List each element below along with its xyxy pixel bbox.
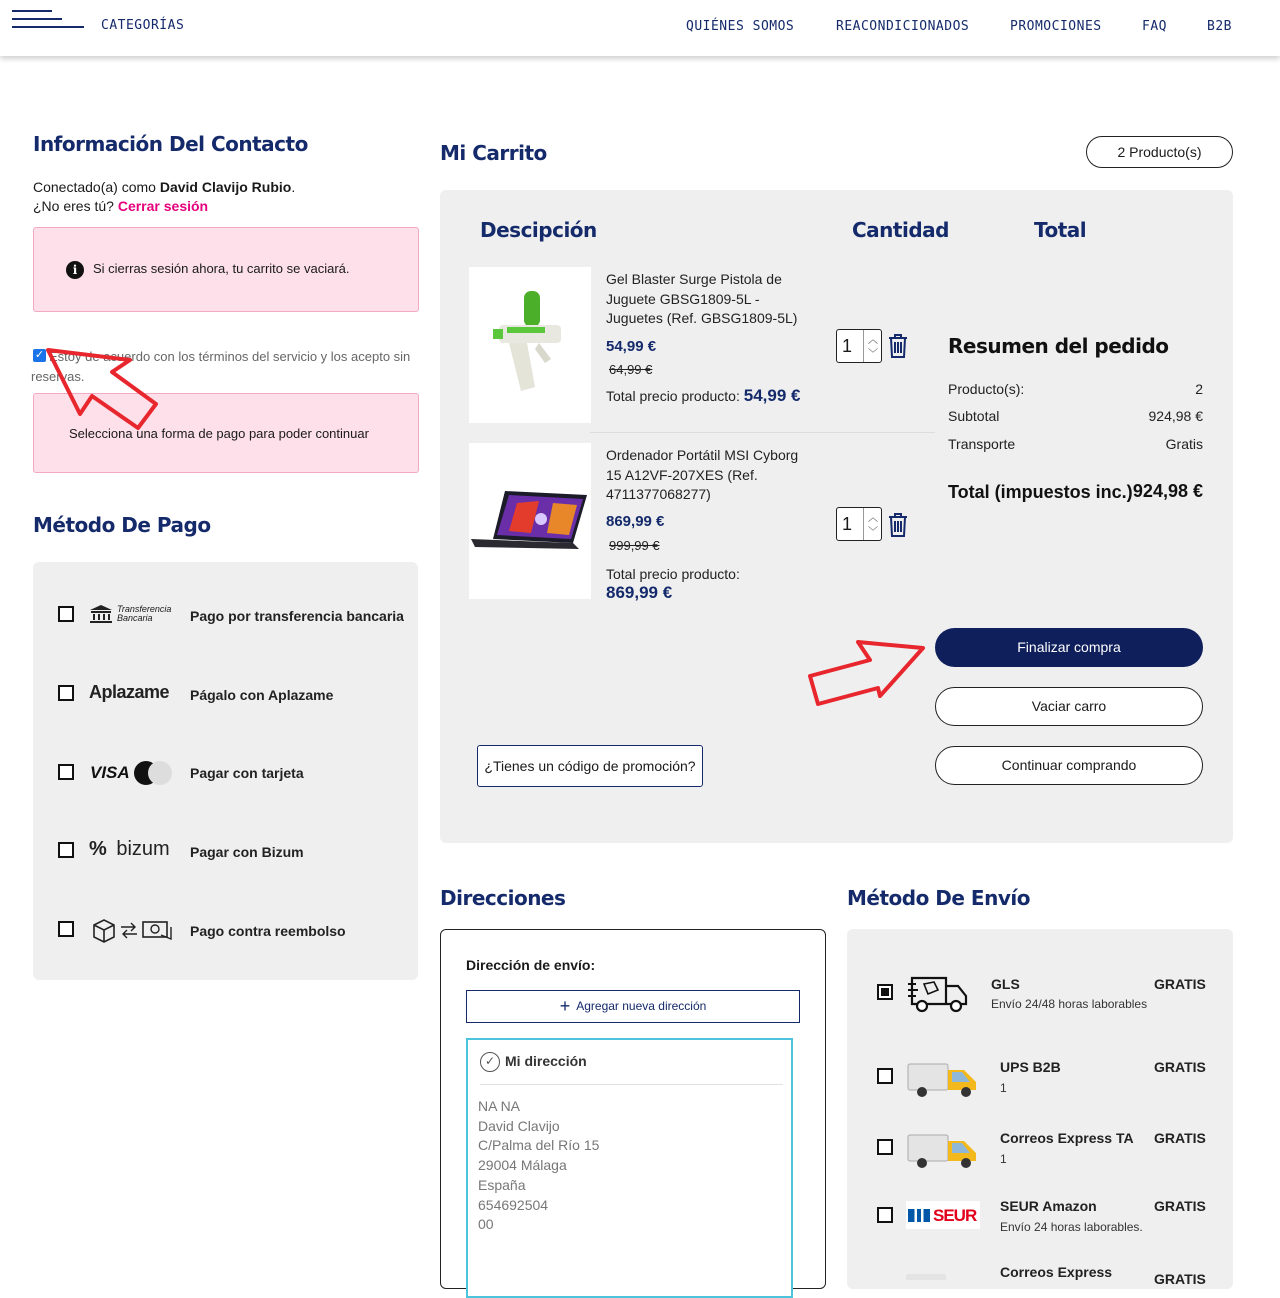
shipping-radio-ups[interactable]	[877, 1068, 893, 1084]
shipping-sub-gls: Envío 24/48 horas laborables	[991, 997, 1148, 1011]
promo-code-button[interactable]: ¿Tienes un código de promoción?	[477, 745, 703, 787]
shipping-name-gls: GLS	[991, 976, 1020, 992]
summary-products-label: Producto(s):	[948, 381, 1025, 397]
info-icon: i	[66, 261, 84, 279]
terms-label[interactable]: Estoy de acuerdo con los términos del servicio y los acepto sin reservas.	[31, 349, 411, 384]
item-old-price: 64,99 €	[609, 362, 653, 377]
bizum-logo: % bizum	[89, 838, 170, 860]
shipping-price-ups: GRATIS	[1154, 1059, 1206, 1075]
bank-icon	[89, 604, 179, 626]
shipping-address-label: Dirección de envío:	[466, 957, 596, 973]
shipping-radio-correos-ta[interactable]	[877, 1139, 893, 1155]
address-line: 00	[478, 1216, 494, 1233]
item-divider	[590, 432, 935, 433]
add-address-label: Agregar nueva dirección	[576, 999, 707, 1013]
aplazame-logo: Aplazame	[89, 682, 170, 702]
chevron-down-icon[interactable]: ﹀	[868, 527, 878, 538]
chevron-up-icon[interactable]: ︿	[868, 513, 878, 524]
payment-radio-card[interactable]	[58, 764, 74, 780]
shipping-radio-gls[interactable]	[877, 984, 893, 1000]
delivery-truck-icon	[906, 968, 970, 1014]
summary-shipping-label: Transporte	[948, 436, 1016, 452]
address-line: 654692504	[478, 1196, 549, 1213]
connected-prefix: Conectado(a) como	[33, 179, 156, 195]
empty-cart-button[interactable]: Vaciar carro	[935, 687, 1203, 726]
shipping-name-correos-ta: Correos Express TA	[1000, 1130, 1134, 1146]
quantity-stepper[interactable]	[836, 329, 882, 363]
nav-promociones[interactable]: PROMOCIONES	[1010, 19, 1102, 34]
address-card-title: Mi dirección	[505, 1053, 587, 1069]
product-image-gel-blaster[interactable]	[469, 267, 591, 423]
payment-radio-cod[interactable]	[58, 921, 74, 937]
seur-stripes-icon	[908, 1209, 930, 1222]
trash-icon[interactable]	[888, 334, 908, 358]
payment-required-alert	[33, 393, 419, 473]
logout-warning-alert	[33, 227, 419, 312]
seur-logo-text: SEUR	[933, 1206, 977, 1225]
item-old-price: 999,99 €	[609, 538, 660, 553]
warning-text: Si cierras sesión ahora, tu carrito se vaciará.	[93, 261, 350, 276]
chevron-up-icon[interactable]: ︿	[868, 335, 878, 346]
visa-logo: VISA	[90, 763, 130, 782]
shipping-price-correos-ta: GRATIS	[1154, 1130, 1206, 1146]
item-total: 54,99 €	[743, 386, 801, 405]
payment-notice-text: Selecciona una forma de pago para poder continuar	[69, 426, 369, 441]
cart-count-badge: 2 Producto(s)	[1086, 136, 1233, 168]
col-total: Total	[1034, 218, 1087, 242]
payment-label-transfer[interactable]: Pago por transferencia bancaria	[190, 608, 404, 624]
bizum-symbol-icon: %	[89, 838, 107, 860]
trash-icon[interactable]	[888, 513, 908, 537]
nav-reacondicionados[interactable]: REACONDICIONADOS	[836, 19, 970, 34]
payment-title: Método De Pago	[33, 513, 211, 537]
item-price: 869,99 €	[606, 513, 665, 530]
add-address-button[interactable]	[466, 990, 800, 1023]
card-icon	[134, 761, 174, 785]
checkout-button[interactable]: Finalizar compra	[935, 628, 1203, 667]
address-card[interactable]	[466, 1038, 793, 1298]
payment-radio-bizum[interactable]	[58, 842, 74, 858]
categories-link[interactable]: CATEGORÍAS	[101, 18, 185, 33]
shipping-name-correos: Correos Express	[1000, 1264, 1113, 1280]
summary-total-label: Total (impuestos inc.)	[948, 482, 1133, 502]
quantity-value: 1	[842, 514, 853, 534]
contact-title: Información Del Contacto	[33, 132, 308, 156]
top-navbar	[0, 0, 1280, 56]
van-icon	[906, 1058, 980, 1100]
shipping-sub-seur: Envío 24 horas laborables.	[1000, 1220, 1143, 1234]
payment-radio-aplazame[interactable]	[58, 685, 74, 701]
menu-hamburger-icon[interactable]	[12, 10, 84, 32]
connected-info: Conectado(a) como David Clavijo Rubio. ¿No eres tú? Cerrar sesión	[33, 179, 296, 214]
shipping-price-seur: GRATIS	[1154, 1198, 1206, 1214]
summary-shipping-value: Gratis	[1165, 436, 1203, 452]
shipping-title: Método De Envío	[847, 886, 1030, 910]
item-total: 869,99 €	[606, 583, 673, 602]
shipping-sub-correos-ta: 1	[1000, 1152, 1007, 1166]
continue-shopping-button[interactable]: Continuar comprando	[935, 746, 1203, 785]
shipping-name-ups: UPS B2B	[1000, 1059, 1061, 1075]
chevron-down-icon[interactable]: ﹀	[868, 349, 878, 360]
item-price: 54,99 €	[606, 338, 657, 355]
summary-products-value: 2	[1195, 381, 1203, 397]
nav-b2b[interactable]: B2B	[1207, 19, 1232, 34]
item-name[interactable]: Ordenador Portátil MSI Cyborg 15 A12VF-207XES (Ref. 4711377068277)	[606, 447, 799, 502]
shipping-radio-seur[interactable]	[877, 1207, 893, 1223]
item-name[interactable]: Gel Blaster Surge Pistola de Juguete GBSG1809-5L - Juguetes (Ref. GBSG1809-5L)	[606, 271, 798, 326]
payment-radio-transfer[interactable]	[58, 606, 74, 622]
addresses-title: Direcciones	[440, 886, 566, 910]
shipping-name-seur: SEUR Amazon	[1000, 1198, 1097, 1214]
van-icon	[906, 1274, 946, 1280]
payment-label-cod[interactable]: Pago contra reembolso	[190, 923, 346, 939]
logout-link[interactable]: Cerrar sesión	[117, 198, 209, 214]
check-circle-icon: ✓	[480, 1052, 500, 1072]
payment-label-bizum[interactable]: Pagar con Bizum	[190, 844, 304, 860]
product-image-msi-laptop[interactable]	[469, 443, 591, 599]
cash-on-delivery-icon	[91, 917, 175, 943]
van-icon	[906, 1129, 980, 1171]
cart-title: Mi Carrito	[440, 141, 547, 165]
col-description: Descipción	[480, 218, 597, 242]
col-quantity: Cantidad	[852, 218, 949, 242]
nav-faq[interactable]: FAQ	[1142, 19, 1167, 34]
item-total-label: Total precio producto:	[606, 388, 740, 404]
summary-subtotal-label: Subtotal	[948, 408, 1000, 424]
seur-logo	[906, 1201, 980, 1229]
shipping-sub-ups: 1	[1000, 1081, 1007, 1095]
quantity-value: 1	[842, 336, 853, 356]
summary-title: Resumen del pedido	[948, 334, 1169, 358]
payment-label-card[interactable]: Pagar con tarjeta	[190, 765, 304, 781]
shipping-price-gls: GRATIS	[1154, 976, 1206, 992]
address-line: NA NA	[478, 1098, 521, 1114]
address-line: España	[478, 1176, 526, 1193]
quantity-stepper[interactable]	[836, 507, 882, 541]
plus-icon: +	[559, 996, 571, 1016]
item-total-label: Total precio producto:	[606, 566, 740, 582]
payment-label-aplazame[interactable]: Págalo con Aplazame	[190, 687, 334, 703]
address-lines	[478, 1097, 599, 1235]
address-line: 29004 Málaga	[478, 1157, 567, 1174]
nav-quienes-somos[interactable]: QUIÉNES SOMOS	[686, 19, 795, 34]
terms-checkbox[interactable]: ✓	[34, 349, 45, 361]
address-line: David Clavijo	[478, 1117, 560, 1134]
shipping-price-correos: GRATIS	[1154, 1271, 1206, 1287]
item-total-row	[606, 386, 800, 406]
summary-total-value: 924,98 €	[1132, 481, 1203, 501]
address-line: C/Palma del Río 15	[478, 1137, 600, 1154]
not-you-text: ¿No eres tú?	[33, 198, 114, 214]
summary-subtotal-value: 924,98 €	[1148, 408, 1203, 424]
bank-logo-text: Transferencia Bancaria	[117, 604, 172, 623]
user-name: David Clavijo Rubio	[159, 179, 292, 195]
